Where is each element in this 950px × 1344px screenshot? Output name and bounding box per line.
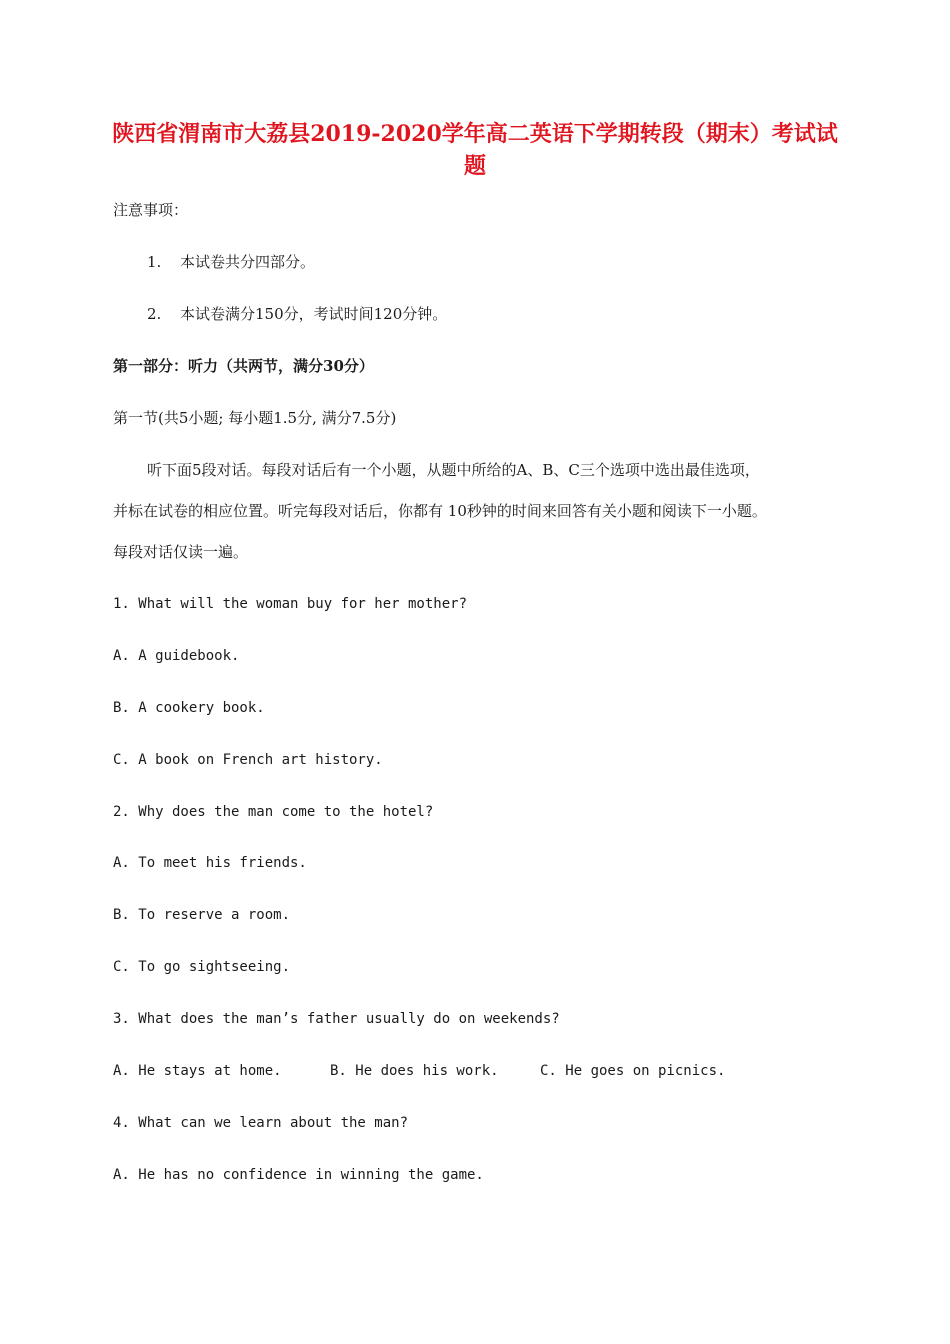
question-1-option-c: C. A book on French art history. [113, 752, 383, 768]
question-3-option-a: A. He stays at home. [113, 1063, 282, 1079]
question-1-stem: 1. What will the woman buy for her mother? [113, 596, 468, 612]
question-2-stem: 2. Why does the man come to the hotel? [113, 804, 434, 820]
question-3-option-c: C. He goes on picnics. [540, 1063, 726, 1079]
question-4-option-a: A. He has no confidence in winning the game. [113, 1167, 484, 1183]
question-1-option-b: B. A cookery book. [113, 700, 265, 716]
notice-item-1 [147, 252, 315, 272]
section1-heading: 第一节(共5小题; 每小题1.5分, 满分7.5分) [113, 409, 397, 427]
part1-heading: 第一部分：听力（共两节，满分30分） [113, 357, 374, 375]
notice-item-text: 本试卷满分150分，考试时间120分钟。 [180, 305, 448, 323]
notice-item-text: 本试卷共分四部分。 [180, 253, 316, 271]
notice-item-2 [147, 304, 447, 324]
question-4-stem: 4. What can we learn about the man? [113, 1115, 409, 1131]
question-1-option-a: A. A guidebook. [113, 648, 240, 664]
instruction-line-3: 每段对话仅读一遍。 [113, 543, 249, 561]
question-2-option-a: A. To meet his friends. [113, 855, 307, 871]
instruction-line-2: 并标在试卷的相应位置。听完每段对话后，你都有 10秒钟的时间来回答有关小题和阅读下一小题。 [113, 502, 767, 520]
question-2-option-b: B. To reserve a room. [113, 907, 291, 923]
notice-item-number: 2. [147, 305, 162, 323]
instruction-line-1: 听下面5段对话。每段对话后有一个小题，从题中所给的A、B、C三个选项中选出最佳选项， [147, 461, 760, 479]
question-3-option-b: B. He does his work. [330, 1063, 499, 1079]
title-line-2: 题 [463, 153, 486, 179]
notice-heading: 注意事项： [113, 201, 189, 219]
document-title [105, 118, 845, 182]
notice-item-number: 1. [147, 253, 162, 271]
question-3-stem: 3. What does the man’s father usually do on weekends? [113, 1011, 560, 1027]
title-line-1: 陕西省渭南市大荔县2019-2020学年高二英语下学期转段（期末）考试试 [112, 121, 838, 147]
question-2-option-c: C. To go sightseeing. [113, 959, 291, 975]
